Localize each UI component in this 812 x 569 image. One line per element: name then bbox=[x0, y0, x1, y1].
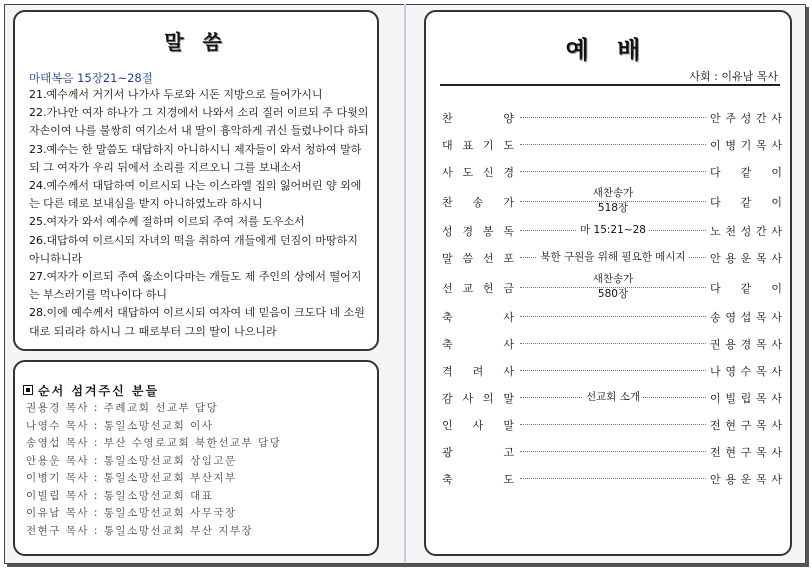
order-item-char: 양 bbox=[503, 112, 514, 125]
order-item-char: 사 bbox=[503, 311, 514, 324]
verse-line: 24.예수께서 대답하여 이르시되 나는 이스라엘 집의 잃어버린 양 외에는 다른 데로 보내심을 받지 아니하였노라 하시니 bbox=[29, 179, 362, 211]
order-item-leader bbox=[710, 164, 782, 180]
order-item bbox=[442, 271, 782, 303]
verse-line: 22.가나안 여자 하나가 그 지경에서 나와서 소리 질러 이르되 주 다윗의 자손이여 나를 불쌍히 여기소서 내 딸이 흉악하게 귀신 들렸나이다 하되 bbox=[29, 106, 369, 138]
leader-char: 같 bbox=[740, 282, 752, 295]
servants-panel bbox=[13, 360, 379, 556]
servants-title: 순서 섬겨주신 분들 bbox=[38, 384, 160, 398]
leader-char: 전 bbox=[710, 419, 721, 432]
order-item-char: 말 bbox=[503, 419, 514, 432]
order-item bbox=[442, 303, 782, 330]
leader-char: 성 bbox=[740, 225, 752, 238]
servant-separator: : bbox=[89, 472, 104, 484]
leader-char: 목 bbox=[755, 473, 767, 486]
order-item-name bbox=[442, 250, 514, 266]
leader-char: 사 bbox=[771, 392, 782, 405]
servant-role: 부산 수영로교회 북한선교부 담당 bbox=[103, 437, 282, 449]
servants-list bbox=[26, 400, 366, 540]
order-item-char: 광 bbox=[442, 446, 453, 459]
order-item-detail bbox=[520, 390, 706, 405]
leader-char: 목 bbox=[755, 311, 767, 324]
order-item-char: 의 bbox=[482, 392, 494, 405]
servant-separator: : bbox=[89, 507, 104, 519]
order-item bbox=[442, 438, 782, 465]
leader-char: 다 bbox=[710, 282, 721, 295]
leader-char: 섭 bbox=[740, 311, 752, 324]
servant-row bbox=[26, 488, 366, 506]
servant-name: 이빌립 목사 bbox=[26, 489, 90, 502]
order-item bbox=[442, 330, 782, 357]
servant-name: 이병기 목사 bbox=[26, 472, 90, 484]
servant-name: 이유남 목사 bbox=[26, 507, 90, 519]
leader-char: 이 bbox=[771, 196, 782, 209]
worship-panel bbox=[424, 10, 792, 556]
order-item-detail bbox=[520, 250, 706, 265]
leader-char: 구 bbox=[740, 446, 752, 459]
order-item-char: 선 bbox=[482, 252, 494, 265]
servant-row bbox=[26, 435, 366, 453]
order-item-name bbox=[442, 444, 514, 460]
order-item-leader bbox=[710, 471, 782, 487]
order-item-char: 사 bbox=[503, 365, 514, 378]
order-item-leader bbox=[710, 110, 782, 126]
leader-char: 전 bbox=[710, 446, 721, 459]
order-item-char: 려 bbox=[472, 365, 484, 378]
leader-char: 사 bbox=[771, 139, 782, 152]
leader-char: 사 bbox=[771, 446, 782, 459]
order-item-char: 찬 bbox=[442, 112, 453, 125]
leader-char: 간 bbox=[755, 112, 767, 125]
leader-char: 경 bbox=[740, 338, 752, 351]
leader-char: 천 bbox=[725, 225, 736, 238]
order-detail-line: 마 15:21~28 bbox=[577, 224, 649, 236]
order-item bbox=[442, 357, 782, 384]
order-item bbox=[442, 131, 782, 158]
leader-char: 사 bbox=[771, 338, 782, 351]
order-item-name bbox=[442, 471, 514, 487]
servant-name: 안용운 목사 bbox=[26, 454, 90, 467]
order-item-char: 헌 bbox=[482, 282, 494, 295]
leader-char: 간 bbox=[755, 225, 767, 238]
order-item-char: 사 bbox=[503, 338, 514, 351]
order-item-char: 찬 bbox=[442, 196, 453, 209]
servant-row bbox=[26, 400, 366, 418]
scripture-panel bbox=[13, 10, 379, 351]
leader-char: 안 bbox=[710, 252, 721, 265]
order-item-leader bbox=[710, 223, 782, 239]
order-item-char: 송 bbox=[472, 196, 484, 209]
dotted-leader bbox=[520, 424, 706, 425]
leader-char: 수 bbox=[740, 365, 752, 378]
order-item-name bbox=[442, 164, 514, 180]
order-detail-line: 518장 bbox=[595, 202, 631, 214]
order-item bbox=[442, 158, 782, 185]
leader-char: 영 bbox=[725, 365, 736, 378]
order-item-char: 축 bbox=[442, 338, 453, 351]
leader-char: 사 bbox=[771, 252, 782, 265]
order-item-name bbox=[442, 336, 514, 352]
order-item bbox=[442, 104, 782, 131]
leader-char: 사 bbox=[771, 225, 782, 238]
leader-char: 권 bbox=[710, 338, 721, 351]
leader-char: 다 bbox=[710, 166, 721, 179]
order-item-leader bbox=[710, 250, 782, 266]
order-item-char: 사 bbox=[462, 392, 474, 405]
order-item-char: 말 bbox=[442, 252, 453, 265]
order-item-detail bbox=[520, 223, 706, 238]
leader-char: 영 bbox=[725, 311, 736, 324]
leader-char: 다 bbox=[710, 196, 721, 209]
dotted-leader bbox=[520, 117, 706, 118]
leader-char: 사 bbox=[771, 419, 782, 432]
order-item-char: 기 bbox=[482, 139, 494, 152]
order-item-leader bbox=[710, 363, 782, 379]
servant-row bbox=[26, 523, 366, 541]
order-item-name bbox=[442, 223, 514, 239]
page-fold bbox=[404, 4, 406, 562]
order-item-char: 도 bbox=[462, 166, 474, 179]
order-detail-line: 선교회 소개 bbox=[583, 391, 643, 403]
leader-char: 현 bbox=[725, 446, 736, 459]
leader-char: 안 bbox=[710, 473, 721, 486]
servant-role: 통일소망선교회 부산 지부장 bbox=[103, 524, 254, 537]
servant-name: 전현구 목사 bbox=[26, 524, 90, 537]
leader-char: 사 bbox=[771, 365, 782, 378]
servant-role: 통일소망선교회 부산지부 bbox=[103, 472, 237, 484]
order-item-leader bbox=[710, 137, 782, 153]
order-item-char: 신 bbox=[482, 166, 494, 179]
leader-char: 이 bbox=[771, 282, 782, 295]
order-item-name bbox=[442, 280, 514, 296]
servants-heading bbox=[23, 382, 159, 399]
order-item-char: 선 bbox=[442, 282, 453, 295]
order-item-name bbox=[442, 363, 514, 379]
square-bullet-icon bbox=[23, 385, 33, 395]
servant-role: 주례교회 선교부 담당 bbox=[103, 402, 219, 414]
servant-separator: : bbox=[89, 437, 104, 449]
order-item-name bbox=[442, 137, 514, 153]
leader-char: 사 bbox=[771, 311, 782, 324]
order-item bbox=[442, 217, 782, 244]
order-item-char: 대 bbox=[442, 139, 453, 152]
leader-char: 목 bbox=[755, 419, 767, 432]
order-item-name bbox=[442, 390, 514, 406]
leader-char: 목 bbox=[755, 252, 767, 265]
order-item-name bbox=[442, 110, 514, 126]
verse-line: 26.대답하여 이르시되 자녀의 떡을 취하여 개들에게 던짐이 마땅하지 아니하니라 bbox=[29, 233, 358, 265]
order-item-detail bbox=[520, 272, 706, 302]
order-item-char: 격 bbox=[442, 365, 453, 378]
order-item-char: 가 bbox=[503, 196, 514, 209]
dotted-leader bbox=[520, 316, 706, 317]
order-item-char: 성 bbox=[442, 225, 453, 238]
order-item bbox=[442, 185, 782, 217]
order-item-char: 말 bbox=[503, 392, 514, 405]
leader-char: 립 bbox=[740, 392, 752, 405]
leader-char: 주 bbox=[725, 112, 736, 125]
order-item-char: 축 bbox=[442, 473, 453, 486]
verse-line: 23.예수는 한 말씀도 대답하지 아니하시니 제자들이 와서 청하여 말하되 그 여자가 우리 뒤에서 소리를 지르오니 그를 보내소서 bbox=[29, 142, 362, 174]
leader-char: 기 bbox=[740, 139, 752, 152]
header-rule bbox=[440, 84, 780, 86]
order-item-char: 경 bbox=[462, 225, 474, 238]
order-item-char: 축 bbox=[442, 311, 453, 324]
verse-line: 27.여자가 이르되 주여 옳소이다마는 개들도 제 주인의 상에서 떨어지는 부스러기를 먹나이다 하니 bbox=[29, 270, 362, 302]
servant-name: 송영섭 목사 bbox=[26, 437, 90, 449]
servant-separator: : bbox=[89, 489, 104, 502]
order-item-char: 포 bbox=[503, 252, 514, 265]
leader-char: 빌 bbox=[725, 392, 736, 405]
order-item bbox=[442, 465, 782, 492]
order-item-char: 사 bbox=[472, 419, 484, 432]
order-item-leader bbox=[710, 280, 782, 296]
servant-role: 통일소망선교회 상임고문 bbox=[103, 454, 237, 467]
order-item bbox=[442, 384, 782, 411]
order-item-detail bbox=[520, 186, 706, 216]
leader-char: 송 bbox=[710, 311, 721, 324]
order-item bbox=[442, 244, 782, 271]
order-item-char: 교 bbox=[462, 282, 474, 295]
dotted-leader bbox=[520, 343, 706, 344]
order-detail-line: 새찬송가 bbox=[590, 187, 637, 199]
leader-char: 이 bbox=[771, 166, 782, 179]
order-item-char: 독 bbox=[503, 225, 514, 238]
dotted-leader bbox=[520, 478, 706, 479]
verse-line: 28.이에 예수께서 대답하여 이르시되 여자여 네 믿음이 크도다 네 소원대로 되리라 하시니 그 때로부터 그의 딸이 나으니라 bbox=[29, 306, 365, 338]
order-detail-line: 새찬송가 bbox=[590, 273, 637, 285]
servant-role: 통일소망선교회 이사 bbox=[103, 419, 214, 432]
leader-char: 노 bbox=[710, 225, 721, 238]
dotted-leader bbox=[520, 451, 706, 452]
order-item-char: 도 bbox=[503, 473, 514, 486]
leader-char: 같 bbox=[740, 196, 752, 209]
order-item-char: 인 bbox=[442, 419, 453, 432]
dotted-leader bbox=[520, 144, 706, 145]
servant-row bbox=[26, 505, 366, 523]
order-item-leader bbox=[710, 417, 782, 433]
order-item-char: 감 bbox=[442, 392, 453, 405]
servant-separator: : bbox=[89, 454, 104, 467]
leader-char: 운 bbox=[740, 473, 752, 486]
order-item-char: 도 bbox=[503, 139, 514, 152]
verse-line: 25.여자가 와서 예수께 절하며 이르되 주여 저를 도우소서 bbox=[29, 215, 305, 229]
order-item-char: 씀 bbox=[462, 252, 474, 265]
order-item-name bbox=[442, 309, 514, 325]
verse-line: 21.예수께서 거기서 나가사 두로와 시돈 지방으로 들어가시니 bbox=[29, 88, 323, 101]
servant-role: 통일소망선교회 대표 bbox=[103, 489, 214, 502]
leader-char: 용 bbox=[725, 252, 736, 265]
leader-char: 운 bbox=[740, 252, 752, 265]
leader-char: 이 bbox=[710, 392, 721, 405]
leader-char: 안 bbox=[710, 112, 721, 125]
leader-char: 목 bbox=[755, 392, 767, 405]
order-item-leader bbox=[710, 194, 782, 210]
order-item-char: 사 bbox=[442, 166, 453, 179]
order-item-char: 봉 bbox=[482, 225, 494, 238]
leader-char: 용 bbox=[725, 473, 736, 486]
dotted-leader bbox=[520, 370, 706, 371]
leader-char: 성 bbox=[740, 112, 752, 125]
order-item-char: 고 bbox=[503, 446, 514, 459]
order-item-leader bbox=[710, 336, 782, 352]
worship-title: 예 배 bbox=[565, 36, 651, 64]
servant-row bbox=[26, 453, 366, 471]
order-item-leader bbox=[710, 444, 782, 460]
leader-char: 나 bbox=[710, 365, 721, 378]
order-item-name bbox=[442, 417, 514, 433]
servant-separator: : bbox=[89, 524, 104, 537]
leader-char: 목 bbox=[755, 338, 767, 351]
order-item-leader bbox=[710, 309, 782, 325]
leader-char: 현 bbox=[725, 419, 736, 432]
order-item-leader bbox=[710, 390, 782, 406]
scripture-title: 말 씀 bbox=[164, 30, 228, 54]
servant-separator: : bbox=[89, 419, 104, 432]
order-of-service bbox=[442, 104, 782, 492]
order-item-char: 경 bbox=[503, 166, 514, 179]
order-item-char: 표 bbox=[462, 139, 474, 152]
servant-name: 권용경 목사 bbox=[26, 402, 90, 414]
dotted-leader bbox=[520, 171, 706, 172]
leader-char: 사 bbox=[771, 473, 782, 486]
leader-char: 목 bbox=[755, 446, 767, 459]
leader-char: 목 bbox=[755, 139, 767, 152]
leader-char: 용 bbox=[725, 338, 736, 351]
servant-separator: : bbox=[89, 402, 104, 414]
leader-char: 이 bbox=[710, 139, 721, 152]
order-detail-line: 580장 bbox=[595, 288, 631, 300]
leader-char: 사 bbox=[771, 112, 782, 125]
leader-char: 구 bbox=[740, 419, 752, 432]
leader-char: 목 bbox=[755, 365, 767, 378]
order-detail-line: 북한 구원을 위해 필요한 메시지 bbox=[537, 251, 688, 263]
leader-char: 병 bbox=[725, 139, 736, 152]
servant-row bbox=[26, 418, 366, 436]
order-item-name bbox=[442, 194, 514, 210]
scripture-reference: 마태복음 15장21~28절 bbox=[29, 71, 153, 85]
servant-row bbox=[26, 470, 366, 488]
verse-list bbox=[29, 86, 371, 341]
order-item bbox=[442, 411, 782, 438]
order-item-char: 금 bbox=[503, 282, 514, 295]
servant-role: 통일소망선교회 사무국장 bbox=[103, 507, 237, 519]
service-host: 사회 : 이유남 목사 bbox=[689, 70, 778, 83]
servant-name: 나영수 목사 bbox=[26, 419, 90, 432]
leader-char: 같 bbox=[740, 166, 752, 179]
